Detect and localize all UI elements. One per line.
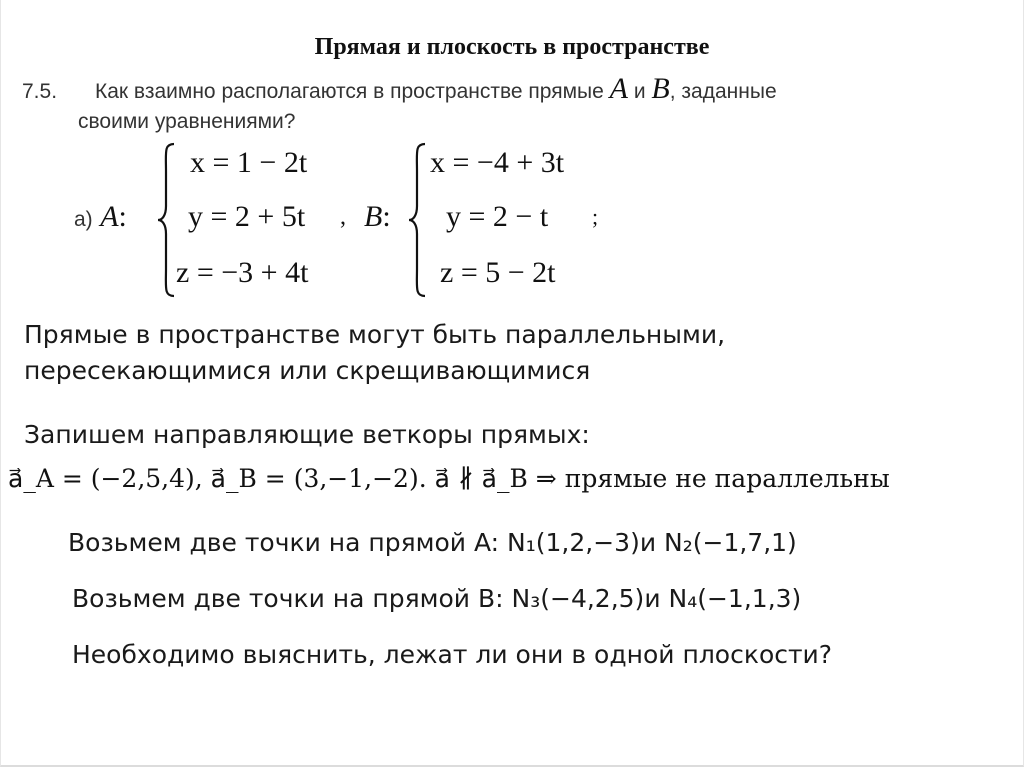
system-end: ;: [592, 204, 599, 229]
system-separator: ,: [340, 204, 346, 230]
left-brace-b: [407, 142, 429, 298]
eq-b-y: y = 2 − t: [446, 200, 549, 233]
points-on-line-b: Возьмем две точки на прямой B: N₃(−4,2,5)и N₄(−1,1,3): [72, 584, 802, 613]
item-label: а): [74, 208, 93, 231]
problem-statement: [22, 72, 777, 105]
conjunction: и: [633, 80, 646, 103]
eq-a-x: x = 1 − 2t: [190, 146, 308, 179]
problem-question-part1: Как взаимно располагаются в пространстве прямые: [95, 80, 604, 103]
problem-number: 7.5.: [22, 80, 58, 103]
coplanarity-question: Необходимо выяснить, лежат ли они в одной плоскости?: [72, 640, 833, 669]
eq-a-z: z = −3 + 4t: [176, 256, 309, 289]
vectors-heading: Запишем направляющие веткоры прямых:: [24, 420, 590, 449]
points-on-line-a: Возьмем две точки на прямой A: N₁(1,2,−3)и N₂(−1,7,1): [68, 528, 797, 557]
page-title: Прямая и плоскость в пространстве: [314, 34, 710, 60]
problem-question-part2: , заданные: [669, 80, 777, 103]
system-b-label: B:: [364, 200, 391, 233]
system-b-name: B: [364, 200, 383, 233]
line-b-symbol: B: [651, 72, 670, 105]
system-a-name: A: [100, 200, 119, 233]
statement-line2: пересекающимися или скрещивающимися: [24, 356, 591, 385]
eq-b-z: z = 5 − 2t: [440, 256, 556, 289]
statement-line1: Прямые в пространстве могут быть параллельными,: [24, 320, 726, 349]
left-brace-a: [156, 142, 178, 298]
eq-b-x: x = −4 + 3t: [430, 146, 565, 179]
line-a-symbol: A: [609, 72, 628, 105]
vectors-line: a⃗_A = (−2,5,4), a⃗_B = (3,−1,−2). a⃗ ∦ a⃗_B ⇒ прямые не параллельны: [8, 464, 890, 493]
problem-question-line2: своими уравнениями?: [78, 110, 296, 133]
system-a-label: а) A:: [74, 200, 127, 233]
eq-a-y: y = 2 + 5t: [188, 200, 306, 233]
